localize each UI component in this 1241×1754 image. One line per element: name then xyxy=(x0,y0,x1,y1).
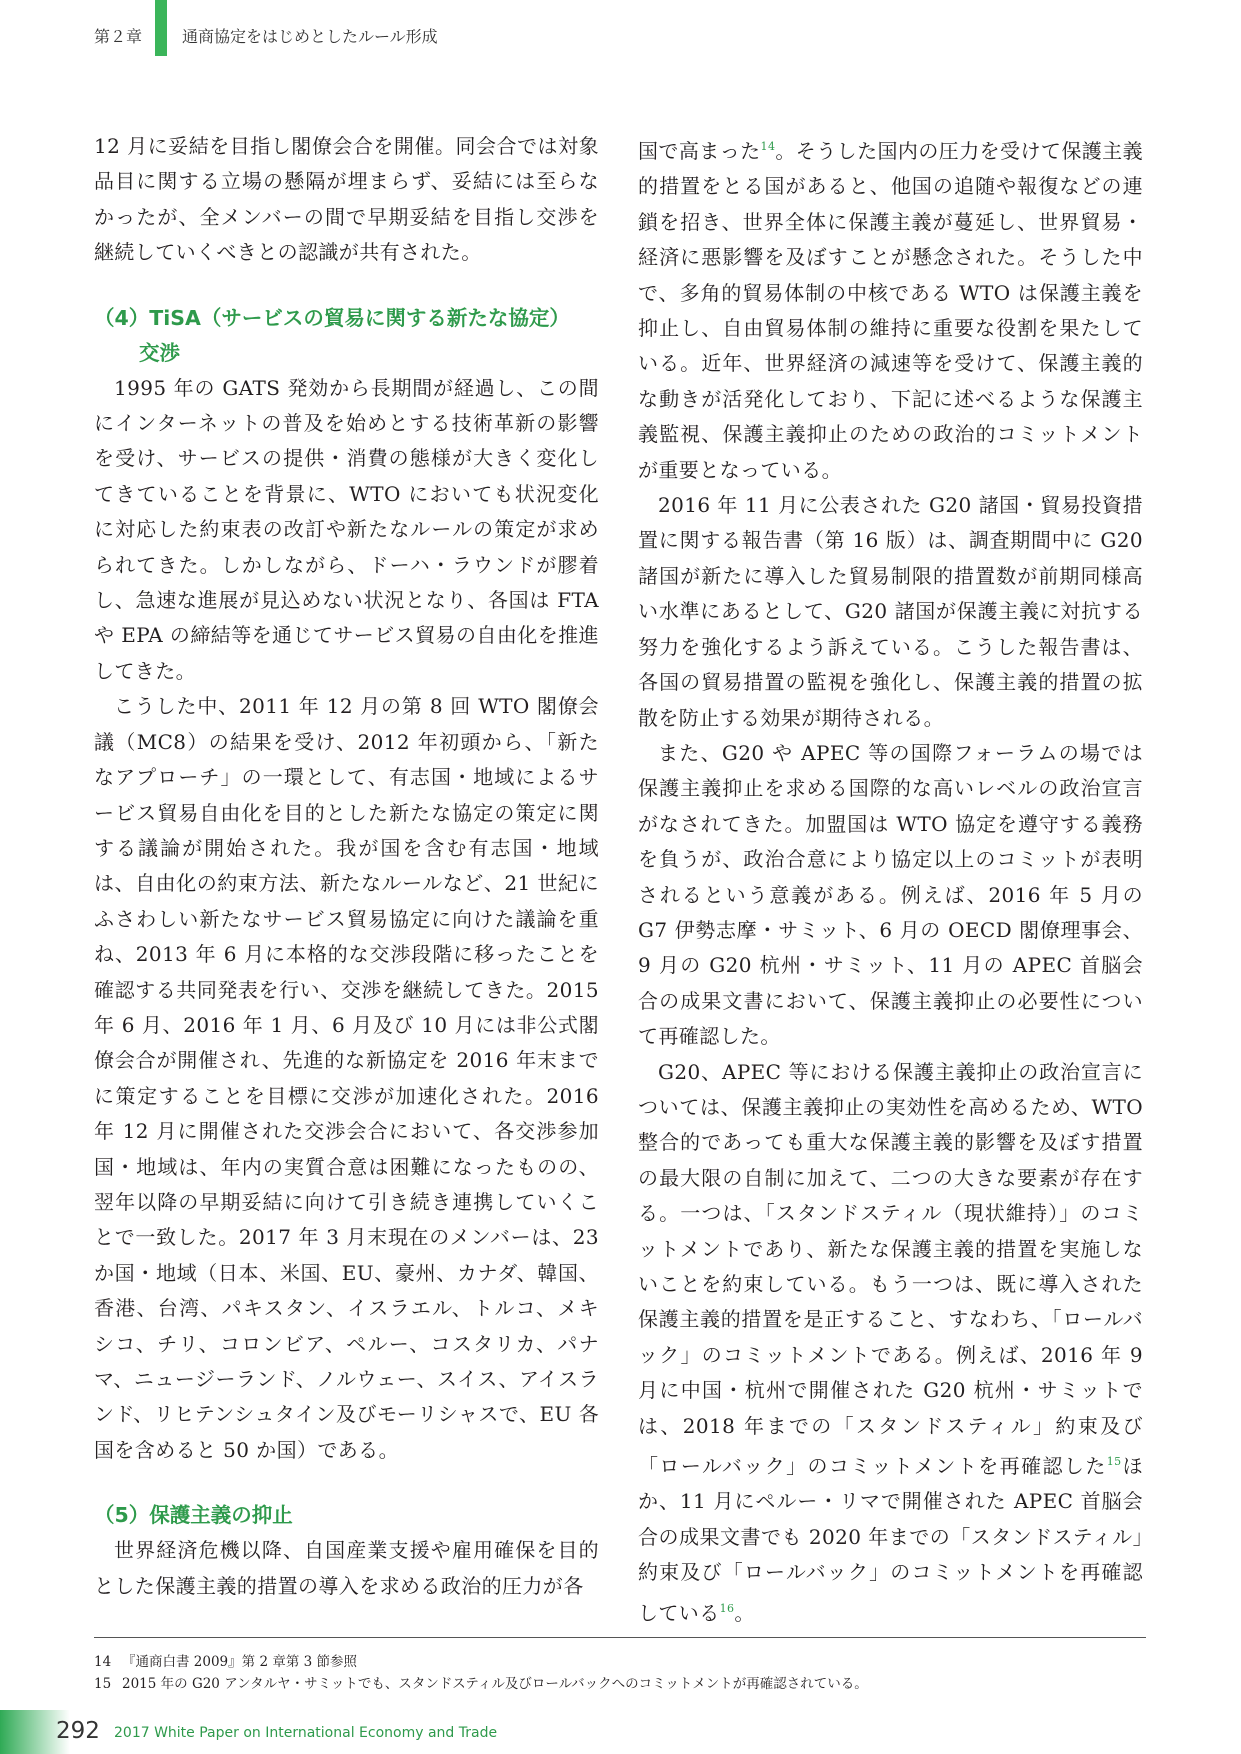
paragraph: また、G20 や APEC 等の国際フォーラムの場では保護主義抑止を求める国際的な高いレベルの政治宣言がなされてきた。加盟国は WTO 協定を遵守する義務を負うが、政治合意により協定以上のコミットが表明されるという意義がある。例えば、2016 年 5 月の G7 伊勢志摩・サミット、6 月の OECD 閣僚理事会、9 月の G20 杭州・サミット、11 月の APEC 首脳会合の成果文書において、保護主義抑止の必要性について再確認した。 xyxy=(638,740,1143,1049)
footnote-text: 2015 年の G20 アンタルヤ・サミットでも、スタンドスティル及びロールバックへのコミットメントが再確認されている。 xyxy=(122,1676,868,1692)
chapter-label: 第２章 xyxy=(94,27,143,46)
section-heading-tisa xyxy=(94,301,599,371)
footnote xyxy=(94,1675,868,1693)
header-accent-bar xyxy=(155,0,167,56)
chapter-title: 通商協定をはじめとしたルール形成 xyxy=(182,27,438,46)
text-run: ほか、11 月にペルー・リマで開催された APEC 首脳会合の成果文書でも 2020 年までの「スタンドスティル」約束及び「ロールバック」のコミットメントを再確認している xyxy=(638,1454,1143,1625)
footnote-ref-14[interactable]: 14 xyxy=(760,140,776,153)
paragraph xyxy=(638,129,1143,488)
footnote-divider xyxy=(94,1637,1146,1638)
paragraph: 1995 年の GATS 発効から長期間が経過し、この間にインターネットの普及を始めとする技術革新の影響を受け、サービスの提供・消費の態様が大きく変化してきていることを背景に、WTO においても状況変化に対応した約束表の改訂や新たなルールの策定が求められてきた。しかしながら、ドーハ・ラウンドが膠着し、急速な進展が見込めない状況となり、各国は FTA や EPA の締結等を通じてサービス貿易の自由化を推進してきた。 xyxy=(94,375,599,683)
footnote-number: 15 xyxy=(94,1676,112,1692)
paragraph: 12 月に妥結を目指し閣僚会合を開催。同会合では対象品目に関する立場の懸隔が埋まらず、妥結には至らなかったが、全メンバーの間で早期妥結を目指し交渉を継続していくべきとの認識が共有された。 xyxy=(94,134,599,265)
heading-line: （4）TiSA（サービスの貿易に関する新たな協定） xyxy=(94,305,570,330)
footnote xyxy=(94,1653,357,1671)
section-heading-protectionism: （5）保護主義の抑止 xyxy=(94,1503,293,1528)
footnote-ref-16[interactable]: 16 xyxy=(719,1601,735,1615)
paragraph: こうした中、2011 年 12 月の第 8 回 WTO 閣僚会議（MC8）の結果を受け、2012 年初頭から、「新たなアプローチ」の一環として、有志国・地域によるサービス貿易自由化を目的とした新たな協定の策定に関する議論が開始された。我が国を含む有志国・地域は、自由化の約束方法、新たなルールなど、21 世紀にふさわしい新たなサービス貿易協定に向けた議論を重ね、2013 年 6 月に本格的な交渉段階に移ったことを確認する共同発表を行い、交渉を継続してきた。2015 年 6 月、2016 年 1 月、6 月及び 10 月には非公式閣僚会合が開催され、先進的な新協定を 2016 年末までに策定することを目標に交渉が加速化された。2016 年 12 月に開催された交渉会合において、各交渉参加国・地域は、年内の実質合意は困難になったものの、翌年以降の早期妥結に向けて引き続き連携していくことで一致した。2017 年 3 月末現在のメンバーは、23 か国・地域（日本、米国、EU、豪州、カナダ、韓国、香港、台湾、パキスタン、イスラエル、トルコ、メキシコ、チリ、コロンビア、ペルー、コスタリカ、パナマ、ニュージーランド、ノルウェー、スイス、アイスランド、リヒテンシュタイン及びモーリシャスで、EU 各国を含めると 50 か国）である。 xyxy=(94,694,599,1462)
page-number: 292 xyxy=(56,1718,100,1744)
left-column xyxy=(94,129,599,1604)
right-column xyxy=(638,129,1143,1631)
publication-title: 2017 White Paper on International Economy and Trade xyxy=(114,1725,498,1741)
text-run: 国で高まった xyxy=(638,139,761,163)
text-run: G20、APEC 等における保護主義抑止の政治宣言については、保護主義抑止の実効性を高めるため、WTO 整合的であっても重大な保護主義的影響を及ぼす措置の最大限の自制に加えて、二つの大きな要素が存在する。一つは、「スタンドスティル（現状維持）」のコミットメントであり、新たな保護主義的措置を実施しないことを約束している。もう一つは、既に導入された保護主義的措置を是正すること、すなわち、「ロールバック」のコミットメントである。例えば、2016 年 9 月に中国・杭州で開催された G20 杭州・サミットでは、2018 年までの「スタンドスティル」約束及び「ロールバック」のコミットメントを再確認した xyxy=(638,1059,1143,1479)
page-header xyxy=(0,0,1241,56)
paragraph: 2016 年 11 月に公表された G20 諸国・貿易投資措置に関する報告書（第 16 版）は、調査期間中に G20 諸国が新たに導入した貿易制限的措置数が前期同様高い水準にあるとして、G20 諸国が保護主義に対抗する努力を強化するよう訴えている。こうした報告書は、各国の貿易措置の監視を強化し、保護主義的措置の拡散を防止する効果が期待される。 xyxy=(638,493,1143,730)
heading-line: 交渉 xyxy=(139,340,180,365)
paragraph xyxy=(638,1055,1143,1632)
footnote-ref-15[interactable]: 15 xyxy=(1106,1455,1122,1469)
footnote-text: 『通商白書 2009』第 2 章第 3 節参照 xyxy=(122,1654,357,1670)
paragraph: 世界経済危機以降、自国産業支援や雇用確保を目的とした保護主義的措置の導入を求める政治的圧力が各 xyxy=(94,1538,599,1598)
text-run: 。 xyxy=(734,1600,755,1625)
text-run: 。そうした国内の圧力を受けて保護主義的措置をとる国があると、他国の追随や報復などの連鎖を招き、世界全体に保護主義が蔓延し、世界貿易・経済に悪影響を及ぼすことが懸念された。そうした中で、多角的貿易体制の中核である WTO は保護主義を抑止し、自由貿易体制の維持に重要な役割を果たしている。近年、世界経済の減速等を受けて、保護主義的な動きが活発化しており、下記に述べるような保護主義監視、保護主義抑止のための政治的コミットメントが重要となっている。 xyxy=(638,139,1143,482)
footnote-number: 14 xyxy=(94,1654,112,1670)
